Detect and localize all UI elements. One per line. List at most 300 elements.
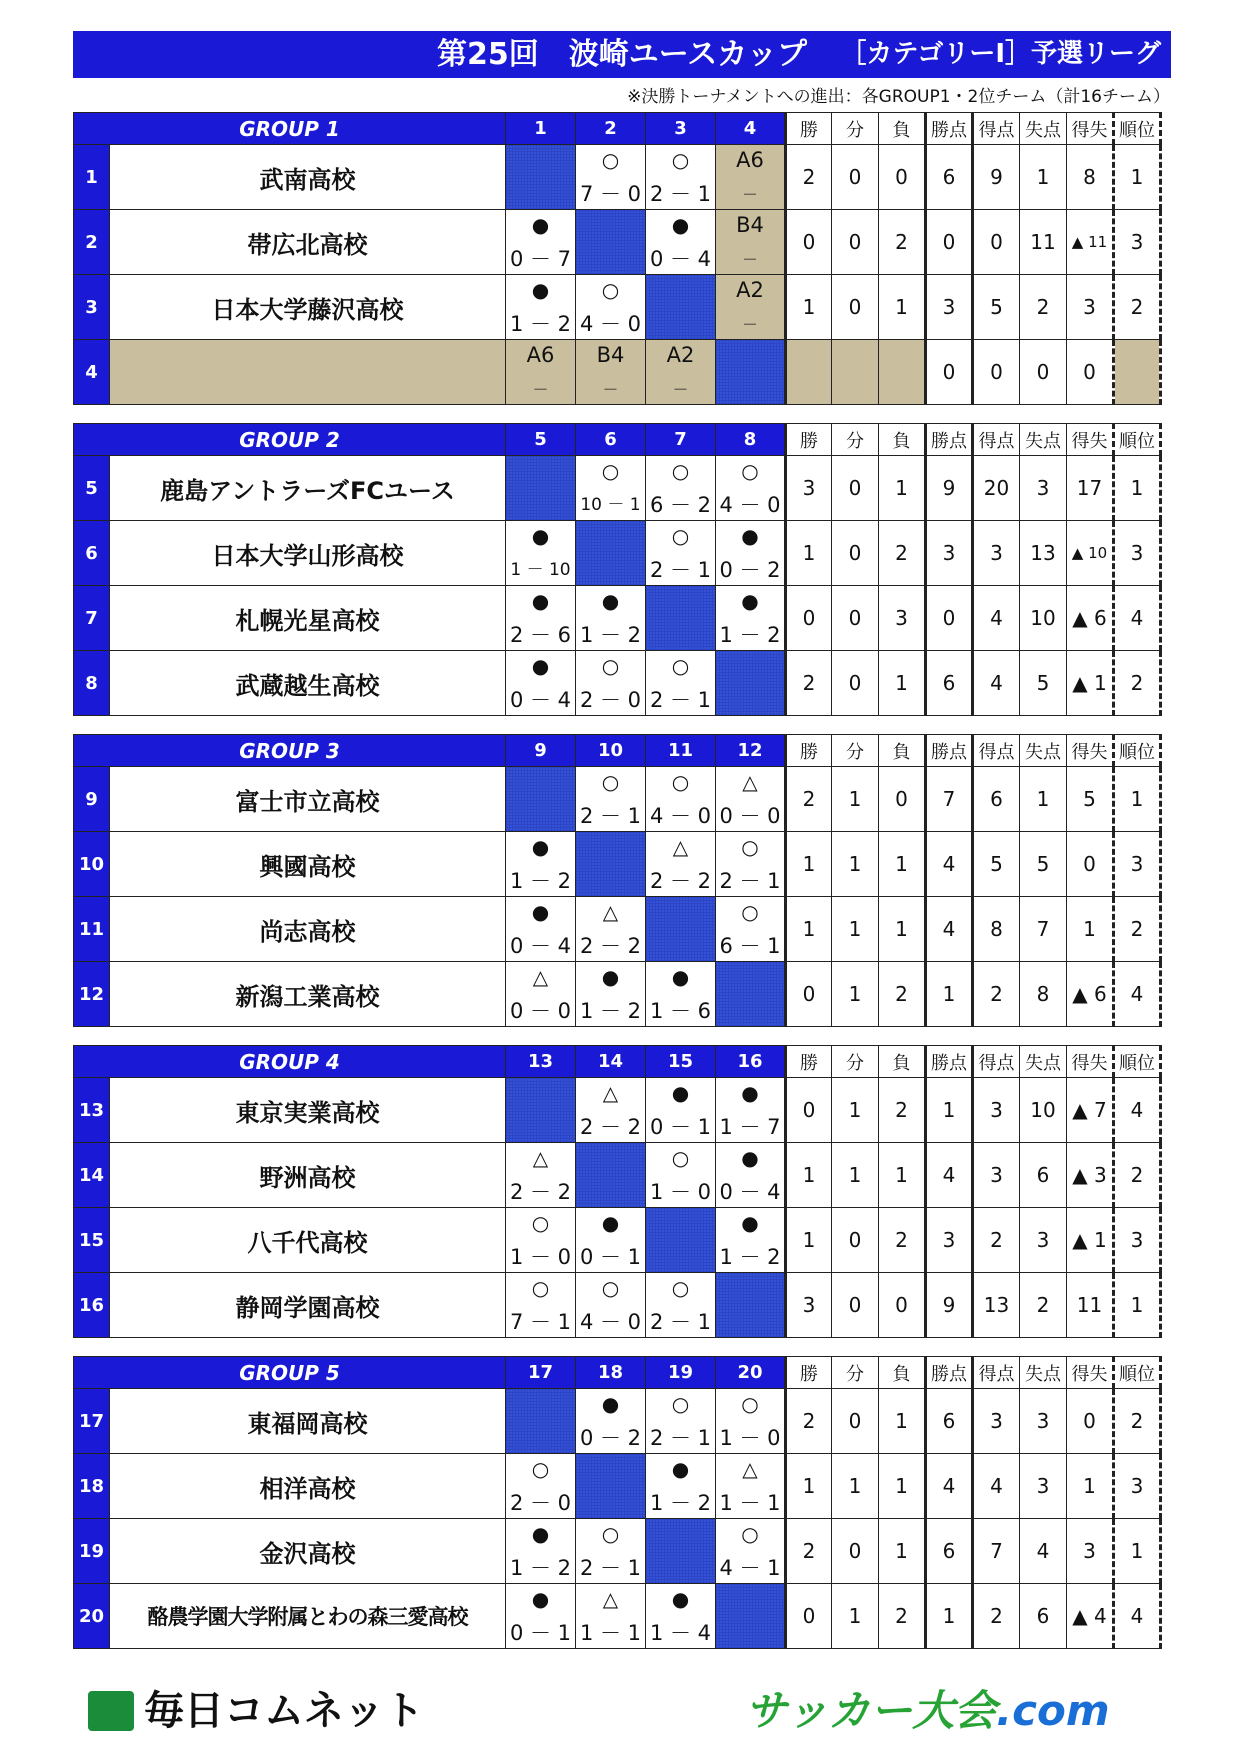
- match-score: 0 － 1: [649, 1115, 712, 1139]
- stat-value: 13: [1020, 521, 1067, 586]
- match-score: 2 － 1: [649, 1310, 712, 1334]
- match-result-cell: [646, 1078, 716, 1143]
- stat-value: 2: [973, 962, 1020, 1027]
- stat-value: 3: [926, 275, 973, 340]
- team-number: 7: [74, 586, 110, 651]
- team-number: 8: [74, 651, 110, 716]
- match-score: 0 － 4: [719, 1180, 781, 1204]
- stat-value: [879, 340, 926, 405]
- stat-value: 1: [926, 1584, 973, 1649]
- stat-value: 0: [832, 275, 879, 340]
- team-number: 10: [74, 832, 110, 897]
- match-score: 2 － 6: [509, 623, 572, 647]
- match-result-cell: [576, 962, 646, 1027]
- result-mark-icon: ●: [531, 1587, 550, 1611]
- result-mark-icon: △: [532, 1146, 549, 1170]
- stat-value: 1: [832, 832, 879, 897]
- match-result-cell: [576, 1584, 646, 1649]
- result-mark-icon: ●: [531, 835, 550, 859]
- match-score: 4 － 0: [579, 312, 642, 336]
- match-score: 2 － 1: [719, 869, 781, 893]
- stat-value: 0: [786, 1584, 832, 1649]
- stat-value: 1: [1067, 897, 1114, 962]
- stat-value: 9: [926, 1273, 973, 1338]
- stat-value: 3: [1020, 1208, 1067, 1273]
- stat-value: 5: [973, 275, 1020, 340]
- result-mark-icon: ●: [531, 524, 550, 548]
- stat-value: 0: [973, 210, 1020, 275]
- stat-header: 失点: [1020, 113, 1067, 145]
- opponent-number-header: 2: [576, 113, 646, 145]
- stat-value: 4: [1114, 962, 1161, 1027]
- team-name: [110, 340, 506, 405]
- group-table: [73, 734, 1162, 1027]
- match-result-cell: [506, 1519, 576, 1584]
- stat-value: 2: [1020, 1273, 1067, 1338]
- stat-header: 順位: [1114, 424, 1161, 456]
- stat-header: 勝: [786, 113, 832, 145]
- stat-value: 9: [973, 145, 1020, 210]
- stat-value: 7: [973, 1519, 1020, 1584]
- result-mark-icon: ●: [601, 1211, 620, 1235]
- group-table: [73, 112, 1162, 405]
- team-row: [74, 962, 1161, 1027]
- stat-value: ▲ 6: [1067, 586, 1114, 651]
- stat-value: 4: [973, 651, 1020, 716]
- match-score: 1 － 2: [509, 1556, 572, 1580]
- result-mark-icon: ○: [671, 524, 690, 548]
- team-name: 武南高校: [110, 145, 506, 210]
- stat-value: 2: [973, 1584, 1020, 1649]
- stat-value: 1: [1020, 145, 1067, 210]
- match-result-cell: [646, 651, 716, 716]
- stat-value: 3: [1114, 1208, 1161, 1273]
- stat-header: 勝: [786, 735, 832, 767]
- result-mark-icon: ○: [601, 278, 620, 302]
- match-score: 2 － 0: [579, 688, 642, 712]
- opponent-number-header: 9: [506, 735, 576, 767]
- stat-value: 1: [879, 1519, 926, 1584]
- self-match-cell: [576, 210, 646, 275]
- stat-header: 勝: [786, 1357, 832, 1389]
- self-match-cell: [506, 456, 576, 521]
- team-number: 17: [74, 1389, 110, 1454]
- stat-value: ▲ 1: [1067, 651, 1114, 716]
- stat-value: 6: [973, 767, 1020, 832]
- stat-value: [786, 340, 832, 405]
- stat-value: 2: [879, 210, 926, 275]
- stat-value: 2: [786, 1389, 832, 1454]
- match-score: 1 － 4: [649, 1621, 712, 1645]
- opponent-number-header: 6: [576, 424, 646, 456]
- stat-header: 得失: [1067, 113, 1114, 145]
- stat-value: 4: [926, 1454, 973, 1519]
- result-mark-icon: ○: [671, 459, 690, 483]
- team-name: 鹿島アントラーズFCユース: [110, 456, 506, 521]
- team-name: 野洲高校: [110, 1143, 506, 1208]
- result-mark-icon: ●: [741, 1146, 759, 1170]
- match-result-cell: [506, 521, 576, 586]
- match-result-cell: [646, 1454, 716, 1519]
- match-result-cell: [506, 210, 576, 275]
- match-result-cell: [576, 145, 646, 210]
- match-score: 0 － 7: [509, 247, 572, 271]
- group-name: GROUP 5: [74, 1357, 506, 1389]
- team-name: 日本大学山形高校: [110, 521, 506, 586]
- result-mark-icon: ○: [741, 835, 759, 859]
- stat-value: 6: [1020, 1584, 1067, 1649]
- match-score: 4 － 0: [649, 804, 712, 828]
- team-row: [74, 832, 1161, 897]
- stat-value: 0: [926, 586, 973, 651]
- stat-value: 5: [973, 832, 1020, 897]
- match-result-cell: [506, 1143, 576, 1208]
- team-number: 3: [74, 275, 110, 340]
- stat-value: 0: [832, 521, 879, 586]
- stat-value: 3: [1020, 456, 1067, 521]
- self-match-cell: [716, 1273, 786, 1338]
- category-label: ［カテゴリーⅠ］予選リーグ: [840, 39, 1161, 69]
- opponent-number-header: 18: [576, 1357, 646, 1389]
- match-result-cell: [506, 651, 576, 716]
- match-score: 2 － 1: [649, 688, 712, 712]
- match-score: 0 － 0: [509, 999, 572, 1023]
- match-score: 1 － 0: [649, 1180, 712, 1204]
- stat-value: 1: [832, 897, 879, 962]
- match-score: 1 － 2: [649, 1491, 712, 1515]
- stat-value: [832, 340, 879, 405]
- result-mark-icon: ●: [531, 654, 550, 678]
- stat-value: 17: [1067, 456, 1114, 521]
- group-header-row: [74, 424, 1161, 456]
- self-match-cell: [506, 1078, 576, 1143]
- match-score: 6 － 2: [649, 493, 712, 517]
- match-score: 7 － 1: [509, 1310, 572, 1334]
- stat-value: 0: [832, 1208, 879, 1273]
- match-score: 2 － 2: [649, 869, 712, 893]
- result-mark-icon: ○: [601, 148, 620, 172]
- match-result-cell: [576, 1208, 646, 1273]
- match-result-cell: [716, 1208, 786, 1273]
- self-match-cell: [646, 275, 716, 340]
- match-score: 2 － 2: [579, 1115, 642, 1139]
- logo-right-domain: .com: [996, 1686, 1110, 1735]
- team-row: [74, 340, 1161, 405]
- stat-value: 0: [1067, 340, 1114, 405]
- stat-header: 失点: [1020, 424, 1067, 456]
- stat-value: 3: [926, 521, 973, 586]
- team-number: 12: [74, 962, 110, 1027]
- placeholder-label: B4: [596, 343, 625, 367]
- result-mark-icon: ○: [741, 1522, 759, 1546]
- result-mark-icon: △: [742, 770, 758, 794]
- stat-value: 7: [926, 767, 973, 832]
- result-mark-icon: ●: [741, 524, 759, 548]
- match-result-cell: [716, 767, 786, 832]
- stat-header: 勝: [786, 1046, 832, 1078]
- stat-value: 2: [786, 145, 832, 210]
- match-result-cell: [716, 1143, 786, 1208]
- match-score: 0 － 1: [579, 1245, 642, 1269]
- result-mark-icon: ●: [741, 1211, 759, 1235]
- stat-value: 1: [879, 1143, 926, 1208]
- team-row: [74, 145, 1161, 210]
- stat-value: 9: [926, 456, 973, 521]
- opponent-number-header: 10: [576, 735, 646, 767]
- team-number: 5: [74, 456, 110, 521]
- stat-value: [1114, 340, 1161, 405]
- stat-value: 13: [973, 1273, 1020, 1338]
- stat-value: 2: [786, 767, 832, 832]
- match-result-cell: [576, 651, 646, 716]
- stat-value: 3: [1020, 1389, 1067, 1454]
- match-result-cell: [716, 897, 786, 962]
- stat-value: 1: [879, 832, 926, 897]
- match-result-cell: [716, 521, 786, 586]
- result-mark-icon: ●: [531, 900, 550, 924]
- stat-value: 2: [879, 521, 926, 586]
- stat-value: 5: [1020, 832, 1067, 897]
- self-match-cell: [716, 340, 786, 405]
- stat-value: 1: [926, 1078, 973, 1143]
- stat-value: 1: [786, 897, 832, 962]
- stat-value: 1: [786, 1454, 832, 1519]
- stat-value: 6: [1020, 1143, 1067, 1208]
- result-mark-icon: △: [742, 1457, 758, 1481]
- stat-header: 分: [832, 735, 879, 767]
- stat-value: 0: [973, 340, 1020, 405]
- result-mark-icon: ●: [531, 589, 550, 613]
- result-mark-icon: ○: [601, 770, 620, 794]
- result-mark-icon: △: [532, 965, 549, 989]
- stat-value: 1: [832, 1454, 879, 1519]
- self-match-cell: [716, 651, 786, 716]
- match-score: 0 － 2: [719, 558, 781, 582]
- match-score: 2 － 1: [579, 1556, 642, 1580]
- match-score: 0 － 4: [649, 247, 712, 271]
- stat-value: 1: [1067, 1454, 1114, 1519]
- match-score: 2 － 1: [579, 804, 642, 828]
- match-result-cell: [716, 1454, 786, 1519]
- stat-header: 勝点: [926, 1357, 973, 1389]
- stat-value: ▲ 11: [1067, 210, 1114, 275]
- match-result-cell: [576, 767, 646, 832]
- result-mark-icon: ●: [671, 1457, 690, 1481]
- stat-header: 得失: [1067, 1046, 1114, 1078]
- stat-value: ▲ 3: [1067, 1143, 1114, 1208]
- placeholder-dash: －: [741, 185, 758, 204]
- match-result-cell: [646, 210, 716, 275]
- stat-header: 分: [832, 424, 879, 456]
- team-row: [74, 1389, 1161, 1454]
- team-row: [74, 897, 1161, 962]
- opponent-number-header: 5: [506, 424, 576, 456]
- group-header-row: [74, 735, 1161, 767]
- stat-value: 1: [1114, 456, 1161, 521]
- stat-value: ▲ 6: [1067, 962, 1114, 1027]
- logo-right-text: サッカー大会: [745, 1686, 997, 1735]
- opponent-number-header: 7: [646, 424, 716, 456]
- stat-header: 失点: [1020, 735, 1067, 767]
- stat-value: 0: [786, 210, 832, 275]
- match-score: 1 － 10: [510, 560, 571, 580]
- placeholder-label: A6: [526, 343, 555, 367]
- match-score: 1 － 0: [509, 1245, 572, 1269]
- stat-value: 5: [1067, 767, 1114, 832]
- stat-value: 3: [786, 456, 832, 521]
- self-match-cell: [716, 962, 786, 1027]
- group-name: GROUP 2: [74, 424, 506, 456]
- match-score: 10 － 1: [580, 495, 641, 515]
- placeholder-cell: [716, 210, 786, 275]
- result-mark-icon: ●: [601, 1392, 620, 1416]
- stat-value: 0: [786, 962, 832, 1027]
- stat-value: 0: [832, 1389, 879, 1454]
- stat-value: 3: [1114, 1454, 1161, 1519]
- stat-header: 得点: [973, 113, 1020, 145]
- stat-value: 3: [786, 1273, 832, 1338]
- result-mark-icon: ○: [741, 900, 759, 924]
- self-match-cell: [506, 767, 576, 832]
- team-row: [74, 767, 1161, 832]
- self-match-cell: [646, 1208, 716, 1273]
- result-mark-icon: ○: [601, 459, 620, 483]
- stat-header: 得失: [1067, 735, 1114, 767]
- match-result-cell: [576, 275, 646, 340]
- match-score: 1 － 2: [509, 312, 572, 336]
- team-number: 2: [74, 210, 110, 275]
- stat-value: 0: [786, 586, 832, 651]
- result-mark-icon: ●: [531, 213, 550, 237]
- team-number: 18: [74, 1454, 110, 1519]
- stat-value: 2: [879, 1584, 926, 1649]
- match-result-cell: [506, 586, 576, 651]
- stat-header: 順位: [1114, 735, 1161, 767]
- group-name: GROUP 4: [74, 1046, 506, 1078]
- team-row: [74, 1208, 1161, 1273]
- comnet-mark-icon: [88, 1691, 134, 1731]
- match-result-cell: [506, 1584, 576, 1649]
- stat-header: 負: [879, 735, 926, 767]
- placeholder-cell: [646, 340, 716, 405]
- team-number: 20: [74, 1584, 110, 1649]
- match-score: 2 － 1: [649, 182, 712, 206]
- stat-value: 4: [926, 897, 973, 962]
- match-result-cell: [646, 962, 716, 1027]
- stat-header: 得失: [1067, 424, 1114, 456]
- match-result-cell: [506, 1208, 576, 1273]
- team-name: 八千代高校: [110, 1208, 506, 1273]
- self-match-cell: [506, 145, 576, 210]
- advancement-note: ※決勝トーナメントへの進出：各GROUP1・2位チーム（計16チーム）: [627, 87, 1170, 107]
- stat-value: 0: [832, 586, 879, 651]
- match-score: 1 － 2: [579, 999, 642, 1023]
- stat-value: 4: [973, 1454, 1020, 1519]
- placeholder-dash: －: [741, 315, 758, 334]
- stat-value: 8: [973, 897, 1020, 962]
- match-result-cell: [576, 1078, 646, 1143]
- self-match-cell: [576, 1454, 646, 1519]
- match-result-cell: [716, 586, 786, 651]
- match-result-cell: [716, 1519, 786, 1584]
- self-match-cell: [646, 586, 716, 651]
- group-name: GROUP 1: [74, 113, 506, 145]
- match-score: 1 － 2: [719, 623, 781, 647]
- stat-value: 0: [879, 145, 926, 210]
- team-row: [74, 1273, 1161, 1338]
- stat-header: 順位: [1114, 113, 1161, 145]
- stat-value: 1: [879, 456, 926, 521]
- match-result-cell: [646, 521, 716, 586]
- team-row: [74, 651, 1161, 716]
- team-row: [74, 1078, 1161, 1143]
- match-result-cell: [716, 1078, 786, 1143]
- match-score: 0 － 2: [579, 1426, 642, 1450]
- match-score: 4 － 0: [719, 493, 781, 517]
- stat-value: 0: [1020, 340, 1067, 405]
- team-row: [74, 1519, 1161, 1584]
- team-number: 16: [74, 1273, 110, 1338]
- placeholder-cell: [576, 340, 646, 405]
- stat-value: 1: [879, 651, 926, 716]
- title-bar: [73, 31, 1171, 78]
- stat-value: 3: [973, 521, 1020, 586]
- stat-value: 1: [786, 1143, 832, 1208]
- placeholder-dash: －: [602, 380, 619, 399]
- stat-value: 1: [786, 832, 832, 897]
- stat-header: 得点: [973, 1357, 1020, 1389]
- team-row: [74, 521, 1161, 586]
- result-mark-icon: ○: [671, 148, 690, 172]
- stat-header: 分: [832, 1046, 879, 1078]
- stat-value: 2: [1114, 1143, 1161, 1208]
- stat-header: 得点: [973, 735, 1020, 767]
- stat-value: 4: [1114, 1078, 1161, 1143]
- opponent-number-header: 17: [506, 1357, 576, 1389]
- stat-header: 得失: [1067, 1357, 1114, 1389]
- team-number: 13: [74, 1078, 110, 1143]
- match-result-cell: [716, 832, 786, 897]
- match-score: 4 － 0: [579, 1310, 642, 1334]
- opponent-number-header: 8: [716, 424, 786, 456]
- placeholder-label: A2: [736, 278, 764, 302]
- opponent-number-header: 16: [716, 1046, 786, 1078]
- stat-value: ▲ 4: [1067, 1584, 1114, 1649]
- self-match-cell: [646, 1519, 716, 1584]
- group-header-row: [74, 1046, 1161, 1078]
- stat-value: ▲ 7: [1067, 1078, 1114, 1143]
- match-result-cell: [646, 456, 716, 521]
- result-mark-icon: ●: [741, 1081, 759, 1105]
- stat-value: 4: [926, 832, 973, 897]
- group-table: [73, 1356, 1162, 1649]
- opponent-number-header: 11: [646, 735, 716, 767]
- match-score: 2 － 0: [509, 1491, 572, 1515]
- match-result-cell: [506, 962, 576, 1027]
- match-result-cell: [646, 1273, 716, 1338]
- placeholder-dash: －: [532, 380, 549, 399]
- stat-value: 1: [1114, 145, 1161, 210]
- match-result-cell: [576, 1519, 646, 1584]
- result-mark-icon: ●: [531, 1522, 550, 1546]
- stat-header: 勝点: [926, 113, 973, 145]
- result-mark-icon: ○: [671, 1276, 690, 1300]
- stat-value: 1: [786, 275, 832, 340]
- stat-value: 3: [973, 1143, 1020, 1208]
- result-mark-icon: ○: [601, 1276, 620, 1300]
- stat-value: 1: [879, 1389, 926, 1454]
- team-number: 4: [74, 340, 110, 405]
